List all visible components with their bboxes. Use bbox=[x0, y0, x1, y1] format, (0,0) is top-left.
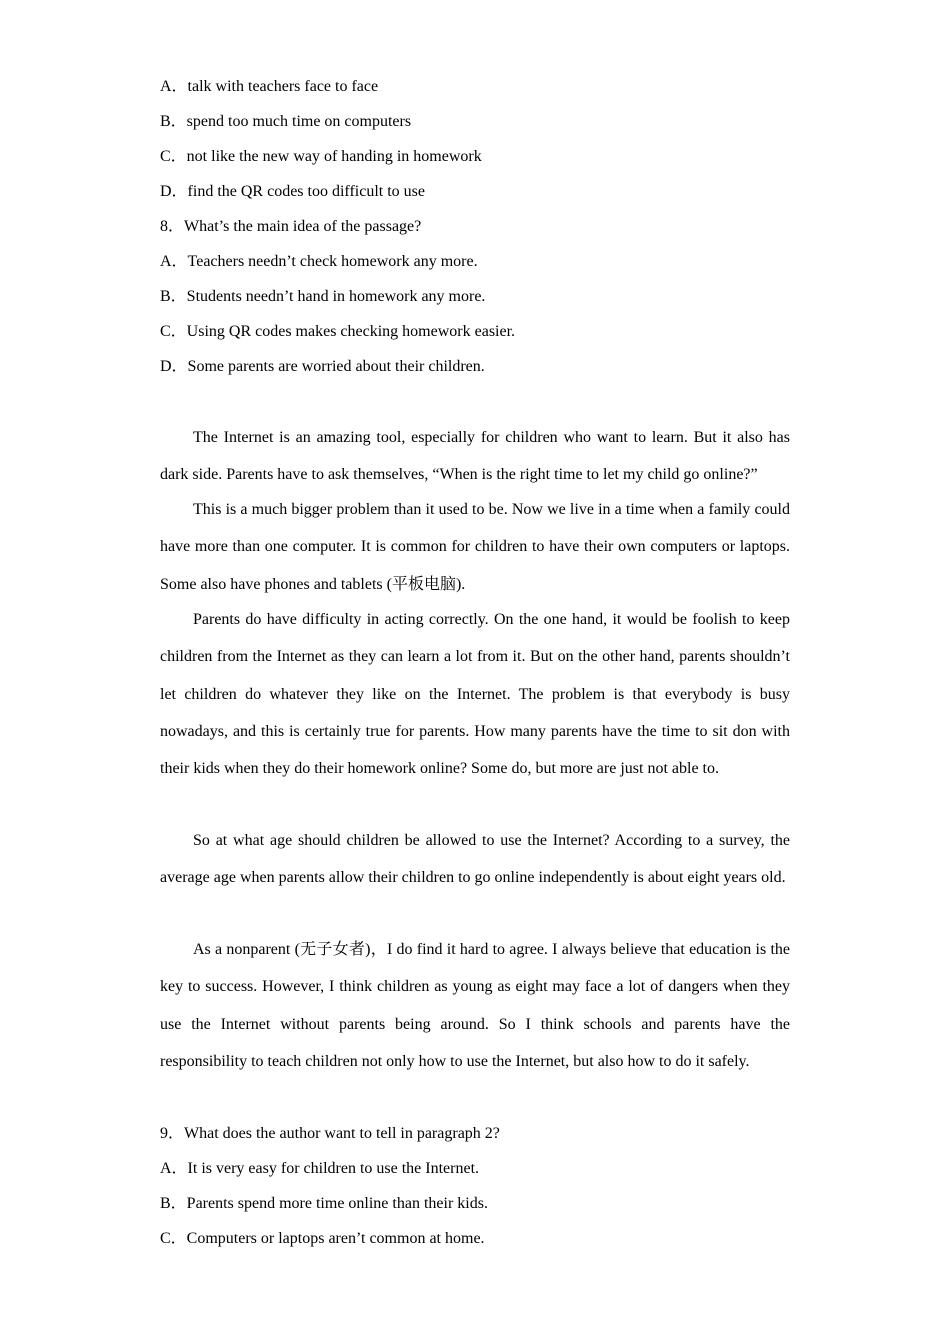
q8-option-c: C．Using QR codes makes checking homework easier. bbox=[160, 323, 516, 340]
q7-option-d: D．find the QR codes too difficult to use bbox=[160, 183, 426, 200]
passage-paragraph-3: Parents do have difficulty in acting correctly. On the one hand, it would be foolish to keep children from the Internet as they can learn a lot from it. But on the other hand, parents shouldn’t let children do whatever they like on the Internet. The problem is that everybody is busy nowadays, and this is certainly true for parents. How many parents have the time to sit don with their kids when they do their homework online? Some do, but more are just not able to. bbox=[160, 611, 790, 778]
q7-option-c: C．not like the new way of handing in homework bbox=[160, 148, 482, 165]
passage-paragraph-2: This is a much bigger problem than it used to be. Now we live in a time when a family could have more than one computer. It is common for children to have their own computers or laptops. Some also have phones and tablets (平板电脑). bbox=[160, 501, 790, 593]
q9-option-c: C．Computers or laptops aren’t common at home. bbox=[160, 1230, 485, 1247]
q7-option-b: B．spend too much time on computers bbox=[160, 113, 412, 130]
q8-option-b: B．Students needn’t hand in homework any more. bbox=[160, 288, 486, 305]
q7-option-a: A．talk with teachers face to face bbox=[160, 78, 379, 95]
q9-question: 9．What does the author want to tell in paragraph 2? bbox=[160, 1125, 500, 1142]
passage-paragraph-5: As a nonparent (无子女者)，I do find it hard to agree. I always believe that education is the key to success. However, I think children as young as eight may face a lot of dangers when they use the Internet without parents being around. So I think schools and parents have the responsibility to teach children not only how to use the Internet, but also how to do it safely. bbox=[160, 941, 790, 1070]
passage-paragraph-1: The Internet is an amazing tool, especially for children who want to learn. But it also has dark side. Parents have to ask themselves, “When is the right time to let my child go online?” bbox=[160, 429, 790, 484]
q9-option-b: B．Parents spend more time online than their kids. bbox=[160, 1195, 488, 1212]
q9-option-a: A．It is very easy for children to use the Internet. bbox=[160, 1160, 480, 1177]
q8-question: 8．What’s the main idea of the passage? bbox=[160, 218, 422, 235]
q8-option-d: D．Some parents are worried about their children. bbox=[160, 358, 485, 375]
q8-option-a: A．Teachers needn’t check homework any more. bbox=[160, 253, 478, 270]
passage-paragraph-4: So at what age should children be allowed to use the Internet? According to a survey, the average age when parents allow their children to go online independently is about eight years old. bbox=[160, 832, 790, 887]
